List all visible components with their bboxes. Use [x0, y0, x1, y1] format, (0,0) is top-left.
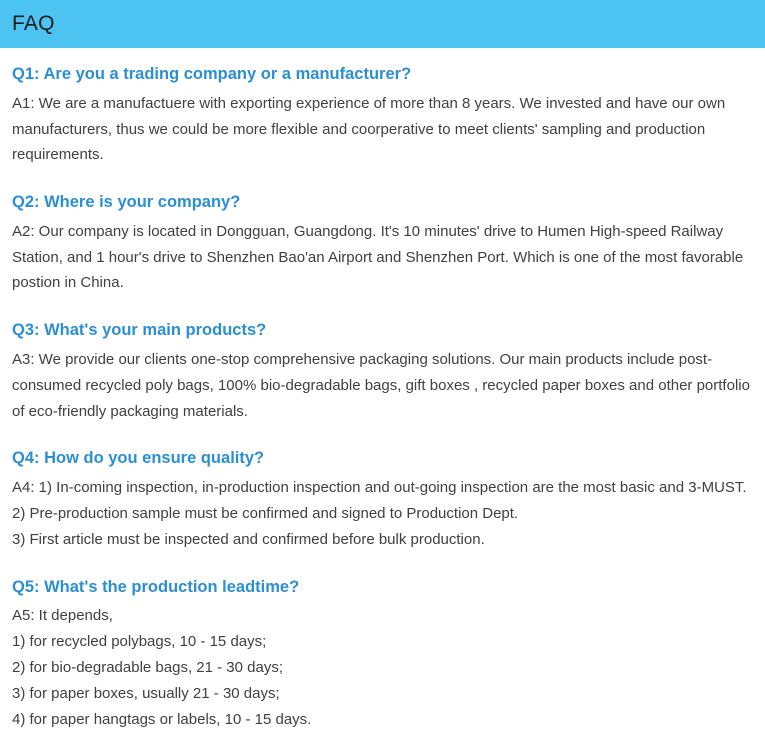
- faq-item: [12, 62, 753, 168]
- faq-list: [0, 48, 765, 732]
- faq-answer-line: 1) for recycled polybags, 10 - 15 days;: [12, 633, 267, 651]
- faq-answer-line: 2) for bio-degradable bags, 21 - 30 days;: [12, 658, 284, 676]
- faq-answer-line: 2) Pre-production sample must be confirmed and signed to Production Dept.: [12, 504, 519, 522]
- faq-answer-line: 3) First article must be inspected and confirmed before bulk production.: [12, 530, 485, 548]
- faq-answer-line: A3: We provide our clients one-stop comprehensive packaging solutions. Our main products include post-consumed recycled poly bags, 100% bio-degradable bags, gift boxes , recycled paper boxes and other portfolio of eco-friendly packaging materials.: [12, 351, 750, 420]
- faq-item: [12, 446, 753, 552]
- page-title: FAQ: [12, 12, 55, 35]
- faq-answer-line: A4: 1) In-coming inspection, in-production inspection and out-going inspection are the most basic and 3-MUST.: [12, 479, 747, 497]
- faq-question: Q4: How do you ensure quality?: [12, 449, 265, 468]
- faq-answer-line: A1: We are a manufactuere with exporting experience of more than 8 years. We invested and have our own manufacturers, thus we could be more flexible and coorperative to meet clients' sampling and production requirements.: [12, 94, 726, 164]
- faq-answer-line: 4) for paper hangtags or labels, 10 - 15 days.: [12, 710, 312, 728]
- faq-question: Q3: What's your main products?: [12, 321, 267, 340]
- faq-item: [12, 575, 753, 733]
- faq-question: Q5: What's the production leadtime?: [12, 577, 300, 596]
- faq-item: [12, 190, 753, 296]
- faq-item: [12, 318, 753, 424]
- faq-answer-line: 3) for paper boxes, usually 21 - 30 days;: [12, 684, 280, 702]
- faq-question: Q1: Are you a trading company or a manufacturer?: [12, 65, 412, 83]
- faq-header-bar: [0, 0, 765, 48]
- faq-answer-line: A5: It depends,: [12, 607, 113, 625]
- faq-answer-line: A2: Our company is located in Dongguan, Guangdong. It's 10 minutes' drive to Humen High-speed Railway Station, and 1 hour's drive to Shenzhen Bao'an Airport and Shenzhen Port. Which is one of the most favorable postion in China.: [12, 222, 744, 292]
- faq-question: Q2: Where is your company?: [12, 193, 241, 212]
